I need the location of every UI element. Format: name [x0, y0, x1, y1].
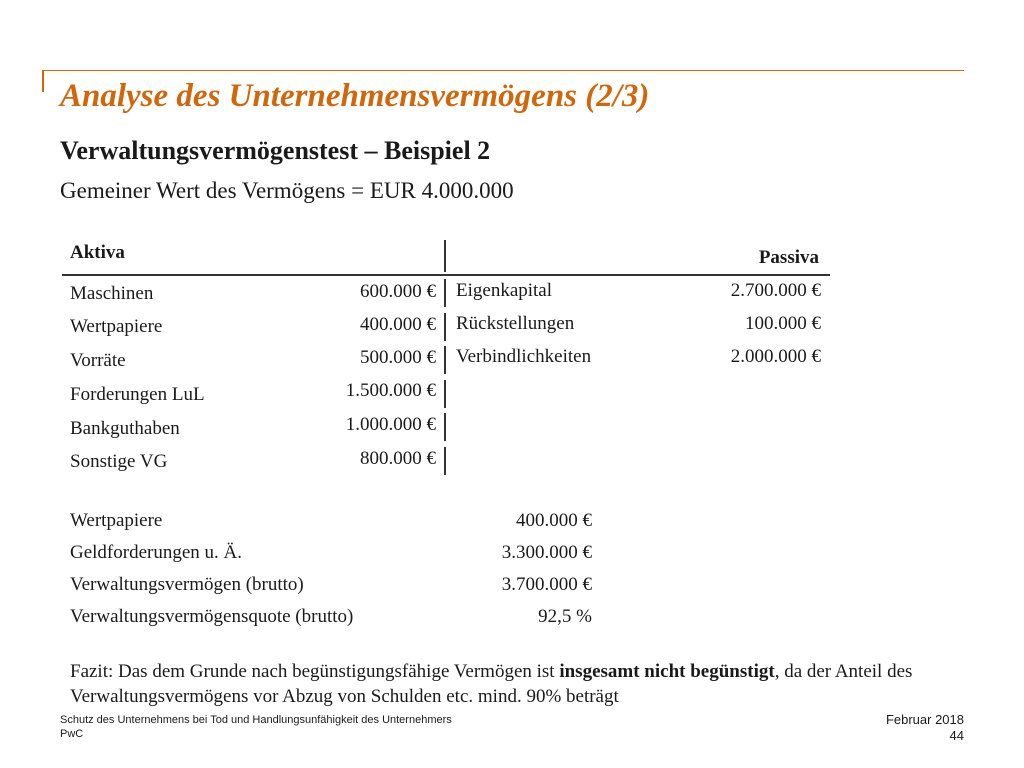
aktiva-label: Vorräte	[70, 350, 126, 371]
summary-label: Verwaltungsvermögensquote (brutto)	[70, 606, 354, 627]
slide-subtitle: Verwaltungsvermögenstest – Beispiel 2	[60, 136, 491, 165]
footer-description: Schutz des Unternehmens bei Tod und Handlungsunfähigkeit des Unternehmers	[60, 714, 452, 726]
title-rule	[42, 70, 964, 71]
fazit-text	[70, 659, 970, 709]
balance-header-rule	[62, 274, 830, 276]
aktiva-header: Aktiva	[70, 242, 125, 263]
passiva-header: Passiva	[758, 247, 819, 268]
aktiva-label: Sonstige VG	[70, 451, 168, 472]
aktiva-label: Maschinen	[70, 283, 154, 304]
aktiva-value: 1.000.000 €	[345, 414, 436, 435]
aktiva-value: 500.000 €	[360, 347, 436, 368]
summary-label: Verwaltungsvermögen (brutto)	[70, 574, 304, 595]
summary-value: 3.300.000 €	[501, 542, 592, 563]
row-divider	[444, 346, 446, 374]
passiva-value: 2.000.000 €	[730, 346, 821, 367]
aktiva-label: Forderungen LuL	[70, 384, 205, 405]
aktiva-label: Bankguthaben	[70, 418, 180, 439]
page-number: 44	[949, 728, 964, 743]
row-divider	[444, 413, 446, 441]
passiva-value: 100.000 €	[745, 313, 821, 334]
summary-label: Wertpapiere	[70, 510, 163, 531]
row-divider	[444, 447, 446, 475]
fazit-text-start: Fazit: Das dem Grunde nach begünstigungsfähige Vermögen ist	[70, 661, 560, 682]
aktiva-label: Wertpapiere	[70, 316, 163, 337]
passiva-value: 2.700.000 €	[730, 280, 821, 301]
summary-label: Geldforderungen u. Ä.	[70, 542, 243, 563]
passiva-label: Eigenkapital	[456, 280, 553, 301]
summary-value: 400.000 €	[516, 510, 592, 531]
fazit-text-end: , da der Anteil des Verwaltungsvermögens vor Abzug von Schulden etc. mind. 90% beträgt	[70, 661, 913, 707]
footer-left	[60, 713, 452, 741]
title-bracket	[42, 70, 44, 92]
aktiva-value: 400.000 €	[360, 314, 436, 335]
row-divider	[444, 279, 446, 307]
aktiva-value: 1.500.000 €	[345, 380, 436, 401]
summary-value: 3.700.000 €	[501, 574, 592, 595]
fazit-emphasis: insgesamt nicht begünstigt	[559, 661, 775, 682]
gemeiner-wert: Gemeiner Wert des Vermögens = EUR 4.000.000	[60, 178, 514, 203]
footer-company: PwC	[60, 728, 84, 740]
aktiva-value: 800.000 €	[360, 448, 436, 469]
row-divider	[444, 380, 446, 408]
footer-date: Februar 2018	[885, 712, 964, 727]
row-divider	[444, 313, 446, 341]
aktiva-value: 600.000 €	[360, 281, 436, 302]
passiva-label: Verbindlichkeiten	[456, 346, 592, 367]
footer-right	[886, 712, 964, 744]
passiva-label: Rückstellungen	[456, 313, 575, 334]
summary-value: 92,5 %	[538, 606, 592, 627]
slide-title: Analyse des Unternehmensvermögens (2/3)	[60, 78, 650, 114]
header-divider	[444, 240, 446, 272]
